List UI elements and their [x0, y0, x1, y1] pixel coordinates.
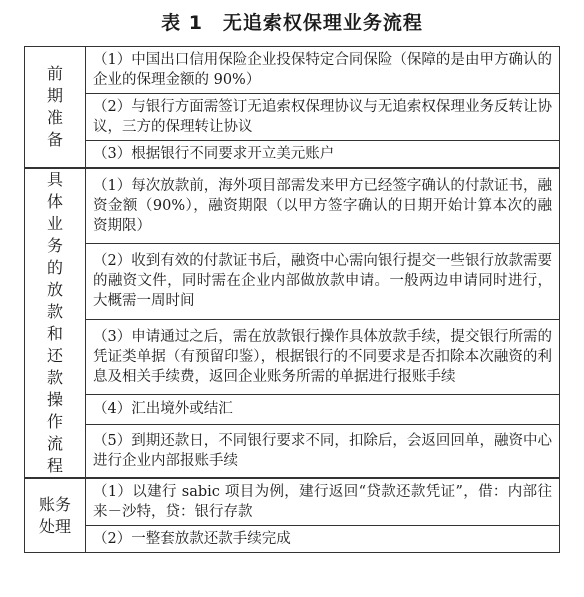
table-row	[25, 526, 560, 553]
table-row	[25, 394, 560, 424]
step-cell: （5）到期还款日，不同银行要求不同，扣除后，会返回回单，融资中心进行企业内部报账手续	[86, 425, 560, 478]
phase-label-operation: 具体业务的放款和还款操作流程	[25, 168, 86, 478]
step-cell: （3）根据银行不同要求开立美元账户	[86, 141, 560, 169]
table-row	[25, 94, 560, 141]
step-cell: （1）中国出口信用保险企业投保特定合同保险（保障的是由甲方确认的企业的保理金额的 90%）	[86, 47, 560, 94]
step-cell: （2）一整套放款还款手续完成	[86, 526, 560, 553]
table-row	[25, 168, 560, 244]
step-cell: （1）以建行 sabic 项目为例，建行返回“贷款还款凭证”，借：内部往来－沙特，贷：银行存款	[86, 478, 560, 526]
table-row	[25, 478, 560, 526]
table-title: 表 1 无追索权保理业务流程	[161, 12, 423, 34]
step-cell: （4）汇出境外或结汇	[86, 394, 560, 424]
table-row	[25, 425, 560, 478]
table-row	[25, 47, 560, 94]
step-cell: （1）每次放款前，海外项目部需发来甲方已经签字确认的付款证书，融资金额（90%），融资期限（以甲方签字确认的日期开始计算本次的融资期限）	[86, 168, 560, 244]
step-cell: （3）申请通过之后，需在放款银行操作具体放款手续，提交银行所需的凭证类单据（有预留印鉴），根据银行的不同要求是否扣除本次融资的利息及相关手续费，返回企业账务所需的单据进行报账手续	[86, 319, 560, 394]
step-cell: （2）收到有效的付款证书后，融资中心需向银行提交一些银行放款需要的融资文件，同时需在企业内部做放款申请。一般两边申请同时进行，大概需一周时间	[86, 244, 560, 319]
process-table	[24, 46, 560, 553]
phase-label-preparation: 前期准备	[25, 47, 86, 169]
step-cell: （2）与银行方面需签订无追索权保理协议与无追索权保理业务反转让协议，三方的保理转让协议	[86, 94, 560, 141]
table-row	[25, 319, 560, 394]
table-row	[25, 141, 560, 169]
table-row	[25, 244, 560, 319]
phase-label-accounting: 账务处理	[25, 478, 86, 553]
